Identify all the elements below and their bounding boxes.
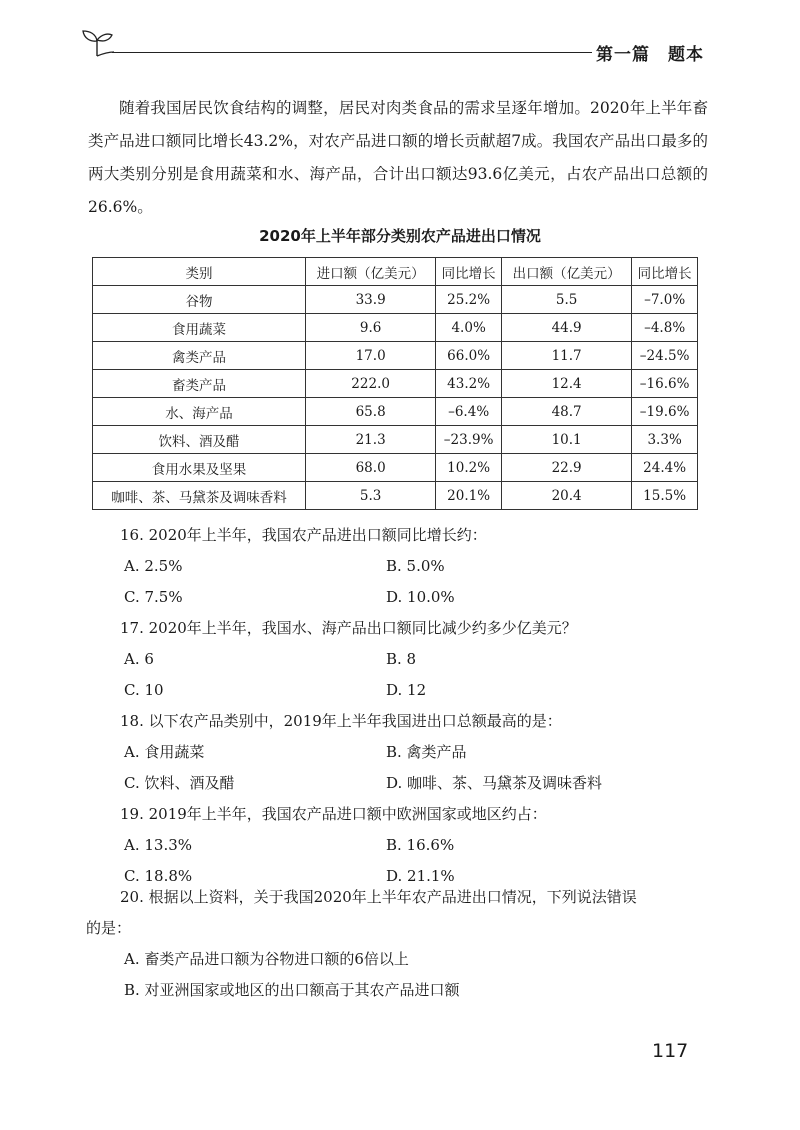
question-16-options-row1 — [120, 551, 700, 582]
cell-import: 33.9 — [306, 286, 436, 314]
page-number: 117 — [652, 1040, 689, 1062]
header-export-growth: 同比增长 — [632, 258, 698, 286]
question-18-options-row2 — [120, 768, 700, 799]
cell-import-growth: 25.2% — [436, 286, 502, 314]
table-row — [93, 426, 698, 454]
option-d[interactable]: D. 21.1% — [386, 867, 455, 885]
cell-category: 食用蔬菜 — [93, 314, 306, 342]
cell-import-growth: 43.2% — [436, 370, 502, 398]
question-20 — [86, 882, 700, 1006]
table-row — [93, 482, 698, 510]
trade-table — [92, 257, 698, 510]
option-c[interactable]: C. 7.5% — [124, 588, 183, 606]
header-import-growth: 同比增长 — [436, 258, 502, 286]
cell-category: 食用水果及坚果 — [93, 454, 306, 482]
cell-category: 咖啡、茶、马黛茶及调味香料 — [93, 482, 306, 510]
question-20-stem-line1: 20. 根据以上资料，关于我国2020年上半年农产品进出口情况，下列说法错误 — [120, 888, 637, 906]
question-19-stem: 19. 2019年上半年，我国农产品进口额中欧洲国家或地区约占： — [120, 805, 547, 823]
cell-export-growth: –4.8% — [632, 314, 698, 342]
cell-export: 11.7 — [501, 342, 631, 370]
question-20-stem-line2: 的是： — [86, 919, 132, 937]
cell-import: 68.0 — [306, 454, 436, 482]
cell-export-growth: –7.0% — [632, 286, 698, 314]
cell-export: 44.9 — [501, 314, 631, 342]
cell-import: 21.3 — [306, 426, 436, 454]
option-a[interactable]: A. 13.3% — [124, 836, 193, 854]
header-import: 进口额（亿美元） — [306, 258, 436, 286]
cell-import-growth: 4.0% — [436, 314, 502, 342]
cell-category: 饮料、酒及醋 — [93, 426, 306, 454]
option-c[interactable]: C. 18.8% — [124, 867, 193, 885]
option-c[interactable]: C. 饮料、酒及醋 — [124, 774, 235, 792]
table-title: 2020年上半年部分类别农产品进出口情况 — [259, 227, 541, 245]
option-d[interactable]: D. 12 — [386, 681, 427, 699]
table-row — [93, 286, 698, 314]
table-row — [93, 398, 698, 426]
cell-export-growth: –24.5% — [632, 342, 698, 370]
cell-export: 48.7 — [501, 398, 631, 426]
header-rule — [112, 52, 592, 53]
question-17-stem: 17. 2020年上半年，我国水、海产品出口额同比减少约多少亿美元？ — [120, 619, 577, 637]
cell-export: 22.9 — [501, 454, 631, 482]
cell-import-growth: 10.2% — [436, 454, 502, 482]
option-a[interactable]: A. 2.5% — [124, 557, 183, 575]
cell-import: 222.0 — [306, 370, 436, 398]
page-header — [0, 0, 800, 80]
cell-import-growth: –6.4% — [436, 398, 502, 426]
option-a[interactable]: A. 食用蔬菜 — [124, 743, 205, 761]
cell-export-growth: 24.4% — [632, 454, 698, 482]
question-16-options-row2 — [120, 582, 700, 613]
table-row — [93, 314, 698, 342]
cell-category: 禽类产品 — [93, 342, 306, 370]
cell-category: 水、海产品 — [93, 398, 306, 426]
question-17-options-row1 — [120, 644, 700, 675]
option-c[interactable]: C. 10 — [124, 681, 164, 699]
cell-import-growth: –23.9% — [436, 426, 502, 454]
cell-category: 谷物 — [93, 286, 306, 314]
cell-import: 5.3 — [306, 482, 436, 510]
table-row — [93, 342, 698, 370]
table-header-row — [93, 258, 698, 286]
cell-import: 17.0 — [306, 342, 436, 370]
cell-import: 9.6 — [306, 314, 436, 342]
option-d[interactable]: D. 咖啡、茶、马黛茶及调味香料 — [386, 774, 603, 792]
cell-import-growth: 66.0% — [436, 342, 502, 370]
intro-paragraph: 随着我国居民饮食结构的调整，居民对肉类食品的需求呈逐年增加。2020年上半年畜类产品进口额同比增长43.2%，对农产品进口额的增长贡献超7成。我国农产品出口最多的两大类别分别是食用蔬菜和水、海产品，合计出口额达93.6亿美元，占农产品出口总额的26.6%。 — [88, 99, 708, 216]
question-18-options-row1 — [120, 737, 700, 768]
question-16-stem: 16. 2020年上半年，我国农产品进出口额同比增长约： — [120, 526, 487, 544]
cell-export-growth: –19.6% — [632, 398, 698, 426]
question-18-stem: 18. 以下农产品类别中，2019年上半年我国进出口总额最高的是： — [120, 712, 562, 730]
cell-export: 12.4 — [501, 370, 631, 398]
cell-export: 10.1 — [501, 426, 631, 454]
option-d[interactable]: D. 10.0% — [386, 588, 455, 606]
cell-export: 5.5 — [501, 286, 631, 314]
table-row — [93, 370, 698, 398]
question-19-options-row1 — [120, 830, 700, 861]
option-b[interactable]: B. 8 — [386, 650, 417, 668]
question-list — [120, 520, 700, 892]
header-export: 出口额（亿美元） — [501, 258, 631, 286]
cell-category: 畜类产品 — [93, 370, 306, 398]
cell-import: 65.8 — [306, 398, 436, 426]
cell-export-growth: –16.6% — [632, 370, 698, 398]
option-b[interactable]: B. 5.0% — [386, 557, 445, 575]
question-17-options-row2 — [120, 675, 700, 706]
cell-export: 20.4 — [501, 482, 631, 510]
option-a[interactable]: A. 6 — [124, 650, 154, 668]
cell-import-growth: 20.1% — [436, 482, 502, 510]
option-b[interactable]: B. 禽类产品 — [386, 743, 467, 761]
cell-export-growth: 3.3% — [632, 426, 698, 454]
table-row — [93, 454, 698, 482]
option-a[interactable]: A. 畜类产品进口额为谷物进口额的6倍以上 — [124, 950, 409, 968]
option-b[interactable]: B. 16.6% — [386, 836, 455, 854]
option-b[interactable]: B. 对亚洲国家或地区的出口额高于其农产品进口额 — [124, 981, 460, 999]
cell-export-growth: 15.5% — [632, 482, 698, 510]
sprout-icon — [80, 28, 114, 58]
chapter-title: 第一篇 题本 — [596, 45, 704, 65]
header-category: 类别 — [93, 258, 306, 286]
